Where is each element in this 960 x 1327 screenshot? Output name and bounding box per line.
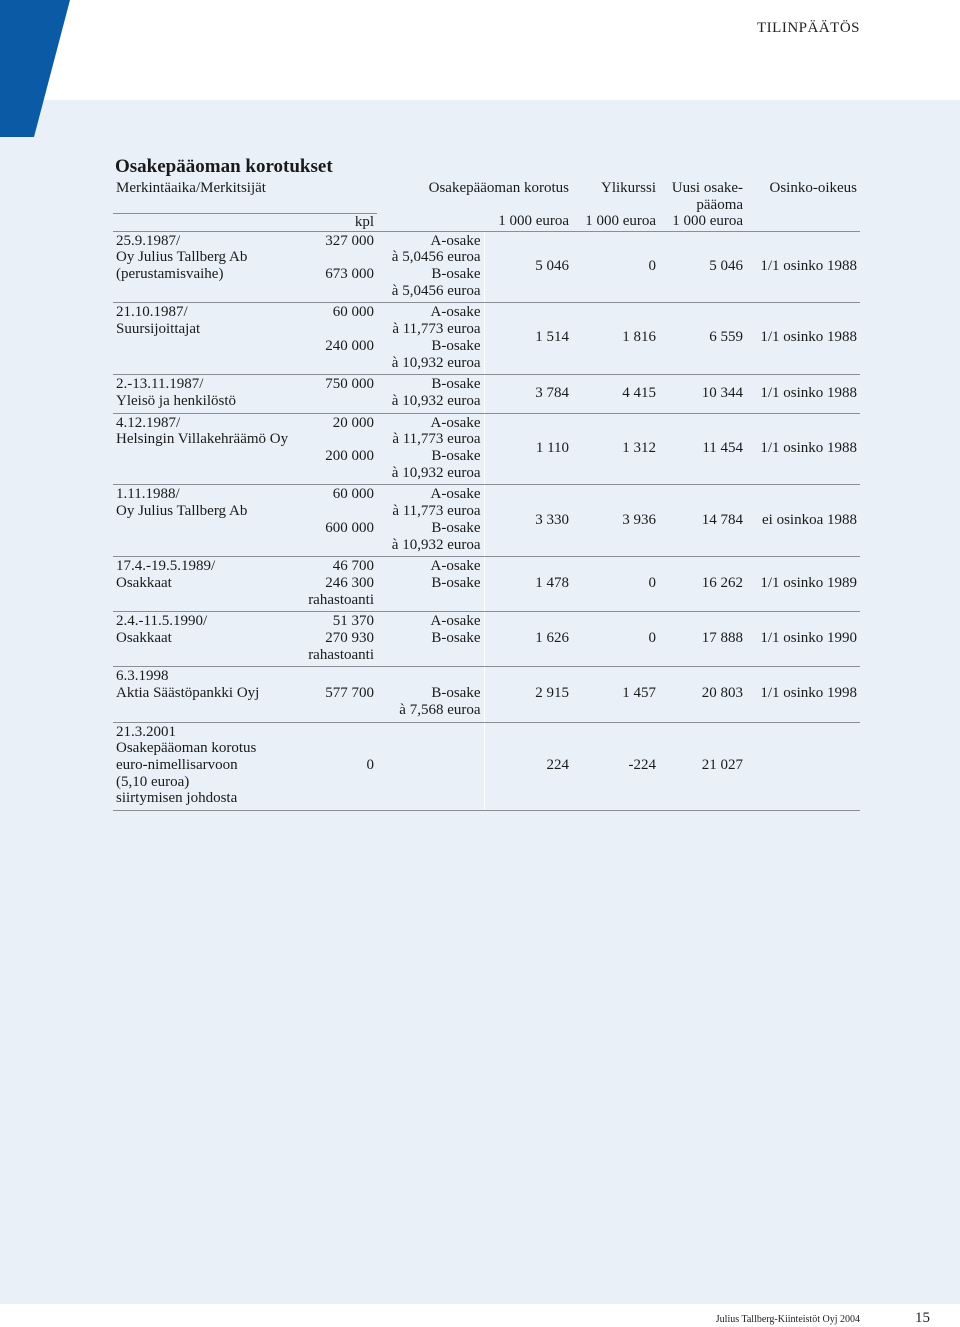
- subscriber-cell: 21.3.2001 Osakepääoman korotus euro-nimellisarvoon (5,10 euroa) siirtymisen johdosta: [113, 722, 305, 811]
- new-capital-cell: 21 027: [659, 722, 746, 811]
- table-row: [113, 413, 860, 485]
- col-header-new-capital: Uusi osake- pääoma: [671, 180, 744, 213]
- share-capital-table: [113, 180, 860, 811]
- increase-cell: 1 626: [484, 612, 572, 667]
- premium-cell: 1 816: [572, 303, 659, 375]
- increase-cell: 3 784: [484, 375, 572, 413]
- share-type-cell: A-osake à 11,773 euroa B-osake à 10,932 euroa: [377, 485, 484, 557]
- share-type-cell: A-osake à 5,0456 euroa B-osake à 5,0456 euroa: [377, 231, 484, 303]
- unit-increase: 1 000 euroa: [484, 213, 572, 231]
- dividend-cell: 1/1 osinko 1990: [746, 612, 860, 667]
- increase-cell: 224: [484, 722, 572, 811]
- share-type-cell: A-osake à 11,773 euroa B-osake à 10,932 euroa: [377, 303, 484, 375]
- increase-cell: 1 514: [484, 303, 572, 375]
- col-header-premium: Ylikurssi: [601, 180, 657, 196]
- dividend-cell: 1/1 osinko 1988: [746, 303, 860, 375]
- premium-cell: 3 936: [572, 485, 659, 557]
- dividend-cell: ei osinkoa 1988: [746, 485, 860, 557]
- new-capital-cell: 14 784: [659, 485, 746, 557]
- subscriber-cell: 25.9.1987/ Oy Julius Tallberg Ab (perustamisvaihe): [113, 231, 305, 303]
- col-header-dividend: Osinko-oikeus: [769, 180, 858, 196]
- brand-stripe-graphic: [0, 0, 70, 137]
- table-row: [113, 722, 860, 811]
- footer-company: Julius Tallberg-Kiinteistöt Oyj 2004: [715, 1314, 860, 1325]
- table-body: [113, 231, 860, 811]
- table-row: [113, 557, 860, 612]
- dividend-cell: 1/1 osinko 1988: [746, 413, 860, 485]
- share-count-cell: 46 700 246 300 rahastoanti: [305, 557, 377, 612]
- unit-premium: 1 000 euroa: [572, 213, 659, 231]
- subscriber-cell: 1.11.1988/ Oy Julius Tallberg Ab: [113, 485, 305, 557]
- increase-cell: 3 330: [484, 485, 572, 557]
- share-type-cell: A-osake à 11,773 euroa B-osake à 10,932 euroa: [377, 413, 484, 485]
- share-type-cell: A-osake B-osake: [377, 612, 484, 667]
- share-type-cell: B-osake à 10,932 euroa: [377, 375, 484, 413]
- share-count-cell: 60 000 600 000: [305, 485, 377, 557]
- share-type-cell: A-osake B-osake: [377, 557, 484, 612]
- new-capital-cell: 16 262: [659, 557, 746, 612]
- table-row: [113, 303, 860, 375]
- new-capital-cell: 10 344: [659, 375, 746, 413]
- table-row: [113, 612, 860, 667]
- share-type-cell: B-osake à 7,568 euroa: [377, 667, 484, 722]
- table-row: [113, 231, 860, 303]
- increase-cell: 2 915: [484, 667, 572, 722]
- premium-cell: 0: [572, 557, 659, 612]
- premium-cell: 1 312: [572, 413, 659, 485]
- increase-cell: 1 478: [484, 557, 572, 612]
- unit-new-capital: 1 000 euroa: [659, 213, 746, 231]
- table-row: [113, 375, 860, 413]
- col-header-subscriber: Merkintäaika/Merkitsijät: [113, 180, 305, 213]
- new-capital-cell: 17 888: [659, 612, 746, 667]
- new-capital-cell: 6 559: [659, 303, 746, 375]
- subscriber-cell: 2.-13.11.1987/ Yleisö ja henkilöstö: [113, 375, 305, 413]
- table-row: [113, 667, 860, 722]
- new-capital-cell: 20 803: [659, 667, 746, 722]
- share-count-cell: 20 000 200 000: [305, 413, 377, 485]
- share-count-cell: 750 000: [305, 375, 377, 413]
- share-count-cell: 51 370 270 930 rahastoanti: [305, 612, 377, 667]
- subscriber-cell: 21.10.1987/ Suursijoittajat: [113, 303, 305, 375]
- page-header: [0, 0, 960, 100]
- share-count-cell: 60 000 240 000: [305, 303, 377, 375]
- share-type-cell: [377, 722, 484, 811]
- dividend-cell: 1/1 osinko 1988: [746, 375, 860, 413]
- dividend-cell: 1/1 osinko 1998: [746, 667, 860, 722]
- share-count-cell: 0: [305, 722, 377, 811]
- col-header-increase: Osakepääoman korotus: [428, 180, 570, 196]
- table-header: [113, 180, 860, 231]
- dividend-cell: 1/1 osinko 1989: [746, 557, 860, 612]
- table-row: [113, 485, 860, 557]
- dividend-cell: [746, 722, 860, 811]
- subscriber-cell: 6.3.1998 Aktia Säästöpankki Oyj: [113, 667, 305, 722]
- page-number: 15: [915, 1310, 930, 1326]
- share-count-cell: 577 700: [305, 667, 377, 722]
- premium-cell: 0: [572, 612, 659, 667]
- premium-cell: 0: [572, 231, 659, 303]
- new-capital-cell: 5 046: [659, 231, 746, 303]
- new-capital-cell: 11 454: [659, 413, 746, 485]
- premium-cell: 4 415: [572, 375, 659, 413]
- subscriber-cell: 17.4.-19.5.1989/ Osakkaat: [113, 557, 305, 612]
- page-footer: [0, 1304, 960, 1326]
- subscriber-cell: 4.12.1987/ Helsingin Villakehräämö Oy: [113, 413, 305, 485]
- page-title: Osakepääoman korotukset: [115, 156, 333, 177]
- premium-cell: 1 457: [572, 667, 659, 722]
- increase-cell: 5 046: [484, 231, 572, 303]
- dividend-cell: 1/1 osinko 1988: [746, 231, 860, 303]
- premium-cell: -224: [572, 722, 659, 811]
- increase-cell: 1 110: [484, 413, 572, 485]
- unit-kpl: kpl: [305, 213, 377, 231]
- share-count-cell: 327 000 673 000: [305, 231, 377, 303]
- subscriber-cell: 2.4.-11.5.1990/ Osakkaat: [113, 612, 305, 667]
- section-label: TILINPÄÄTÖS: [757, 20, 860, 36]
